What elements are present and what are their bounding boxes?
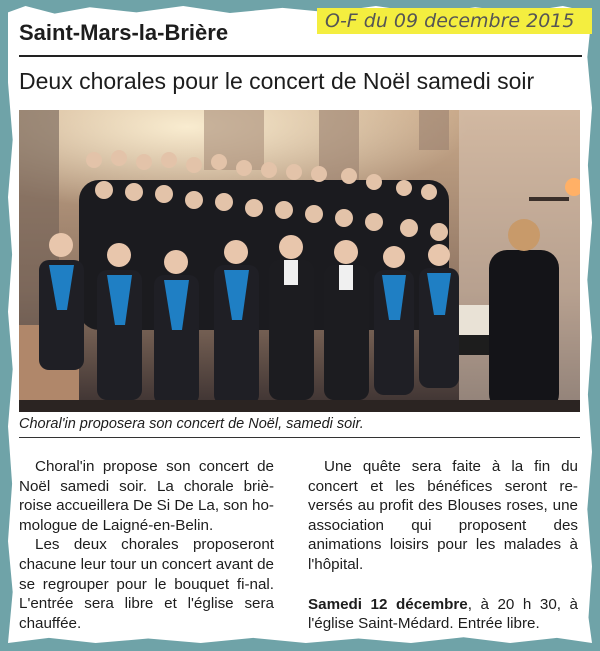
article-column-right	[308, 457, 578, 634]
article-column-left	[19, 457, 274, 633]
event-date: Samedi 12 décembre	[308, 595, 468, 613]
caption-rule	[19, 437, 580, 438]
paragraph: Les deux chorales proposeront chacune leur tour un concert avant de se regrouper pour le bouquet fi-nal. L'entrée sera libre et l'église sera chauffée.	[19, 536, 274, 632]
photo-caption: Choral'in proposera son concert de Noël, samedi soir.	[19, 416, 364, 432]
source-banner: O-F du 09 decembre 2015	[317, 8, 592, 34]
paragraph: Une quête sera faite à la fin du concert et les bénéfices seront re-versés au profit des Blouses roses, une association qui proposent des animations loisirs pour les malades à l'hôpital.	[308, 458, 578, 573]
choir-photo	[19, 110, 580, 412]
dateline: Saint-Mars-la-Brière	[19, 20, 229, 45]
event-time-place: , à 20 h 30, à l'église Saint-Médard. Entrée libre.	[308, 595, 578, 633]
event-details	[308, 595, 578, 634]
header-rule	[19, 55, 582, 57]
headline: Deux chorales pour le concert de Noël samedi soir	[19, 68, 535, 94]
paragraph: Choral'in propose son concert de Noël samedi soir. La chorale briè-roise accueillera De Si De La, son ho-mologue de Laigné-en-Belin.	[19, 458, 274, 534]
choir-illustration	[19, 110, 580, 412]
